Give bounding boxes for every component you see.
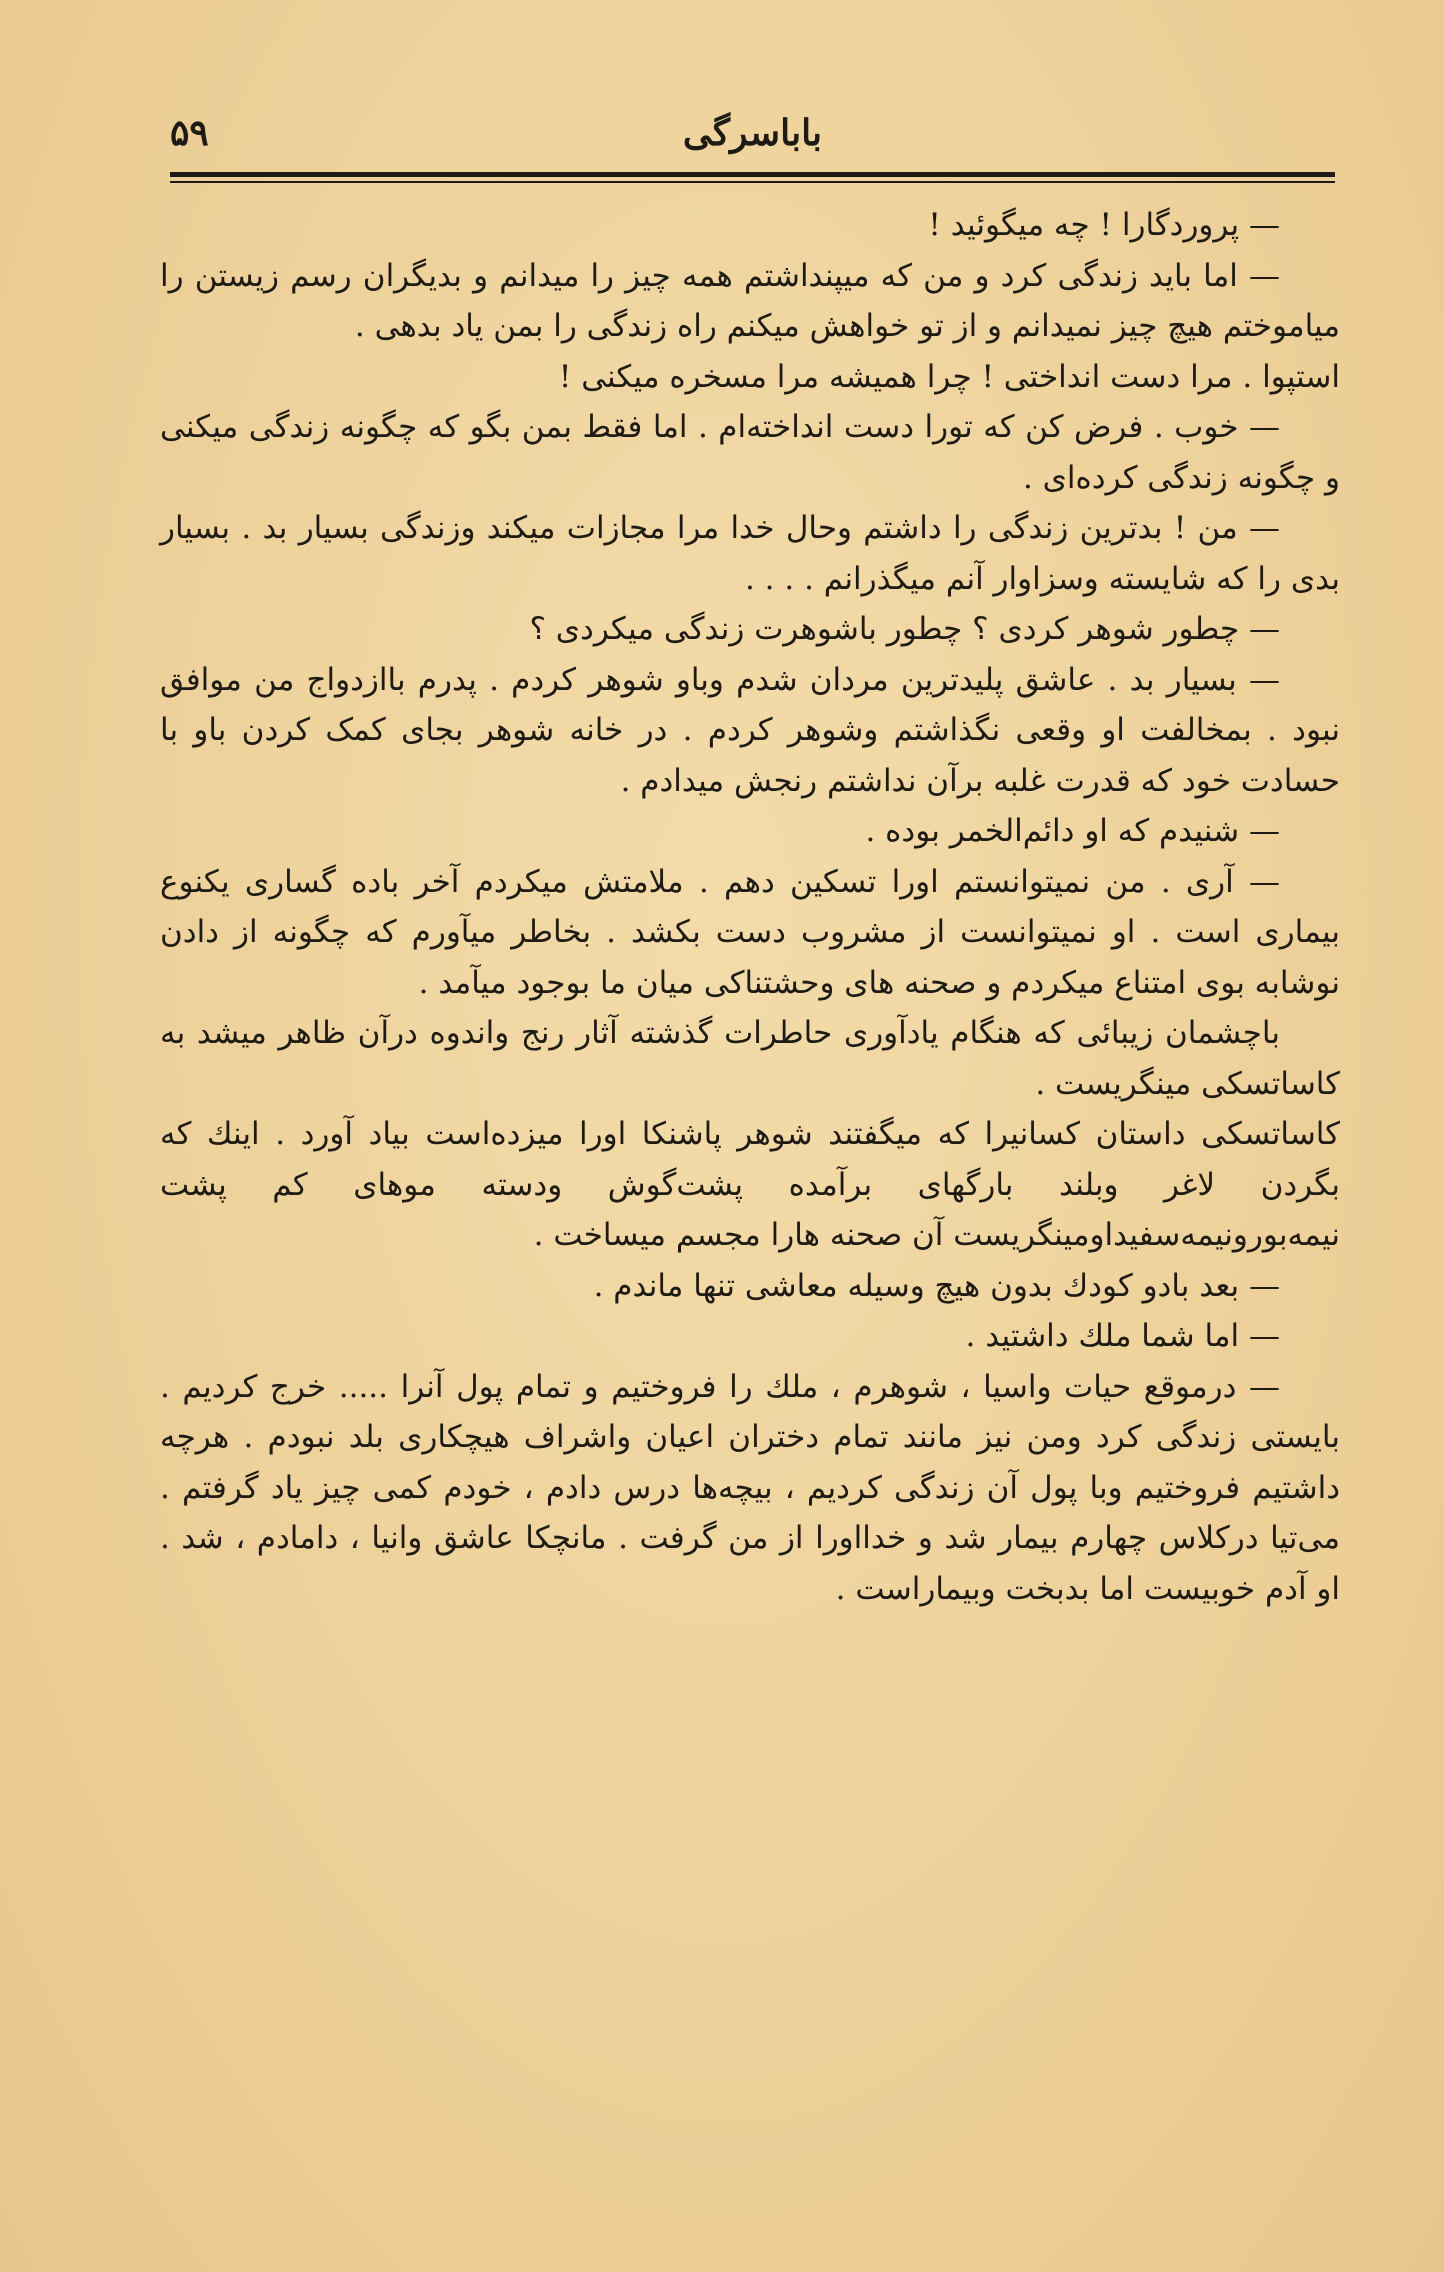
header-rule-thin: [170, 181, 1335, 183]
page-header: [170, 112, 1335, 162]
header-rule-thick: [170, 172, 1335, 177]
paragraph: — من ! بدترین زندگی را داشتم وحال خدا مرا مجازات میکند وزندگی بسیار بد . بسیار بدی را که شایسته وسزاوار آنم میگذرانم . . . .: [160, 510, 1340, 597]
paragraph: — پروردگارا ! چه میگوئید !: [928, 207, 1280, 243]
paragraph: — درموقع حیات واسیا ، شوهرم ، ملك را فروختیم و تمام پول آنرا ..... خرج کردیم . بایستی زندگی کرد ومن نیز مانند تمام دختران اعیان واشراف هیچکاری بلد نبودم . هرچه داشتیم فروختیم وبا پول آن زندگی کردیم ، بیچه‌ها درس دادم ، خودم کمی چیز یاد گرفتم . می‌تیا درکلاس چهارم بیمار شد و خدااورا از من گرفت . مانچکا عاشق وانیا ، دامادم ، شد . او آدم خوبیست اما بدبخت وبیماراست .: [160, 1368, 1340, 1607]
paragraph: — بعد بادو کودك بدون هیچ وسیله معاشی تنها ماندم .: [593, 1267, 1280, 1304]
page-number: ۵۹: [170, 112, 209, 154]
paragraph: — شنیدم که او دائم‌الخمر بوده .: [865, 813, 1280, 849]
body-text: [160, 200, 1340, 1614]
paragraph: باچشمان زیبائی که هنگام یادآوری حاطرات گذشته آثار رنج واندوه درآن ظاهر میشد به کاساتسکی مینگریست .: [160, 1015, 1340, 1102]
paragraph: — بسیار بد . عاشق پلیدترین مردان شدم وباو شوهر کردم . پدرم باازدواج من موافق نبود . بمخالفت او وقعی نگذاشتم وشوهر کردم . در خانه شوهر بجای کمک کردن باو با حسادت خود که قدرت غلبه برآن نداشتم رنجش میدادم .: [160, 661, 1340, 799]
paragraph: — خوب . فرض کن که تورا دست انداخته‌ام . اما فقط بمن بگو که چگونه زندگی میکنی و چگونه زندگی کرده‌ای .: [160, 409, 1340, 496]
paragraph: — آری . من نمیتوانستم اورا تسکین دهم . ملامتش میکردم آخر باده گساری یکنوع بیماری است . او نمیتوانست از مشروب دست بکشد . بخاطر میآورم که چگونه از دادن نوشابه بوی امتناع میکردم و صحنه های وحشتناکی میان ما بوجود میآمد .: [160, 863, 1340, 1001]
paragraph: استپوا . مرا دست انداختی ! چرا همیشه مرا مسخره میکنی !: [558, 358, 1340, 395]
paragraph: کاساتسکی داستان کسانیرا که میگفتند شوهر پاشنکا اورا میزده‌است بیاد آورد . اینك که بگردن لاغر وبلند بارگهای برآمده پشت‌گوش ودسته موهای کم پشت نیمه‌بورونیمه‌سفیداومینگریست آن صحنه هارا مجسم میساخت .: [160, 1116, 1340, 1253]
running-title: باباسرگی: [682, 112, 823, 154]
paragraph: — اما باید زندگی کرد و من که میپنداشتم همه چیز را میدانم و بدیگران رسم زیستن را میاموختم هیچ چیز نمیدانم و از تو خواهش میکنم راه زندگی را بمن یاد بدهی .: [160, 257, 1340, 344]
paragraph: — اما شما ملك داشتید .: [965, 1318, 1280, 1354]
paragraph: — چطور شوهر کردی ؟ چطور باشوهرت زندگی میکردی ؟: [529, 611, 1280, 647]
